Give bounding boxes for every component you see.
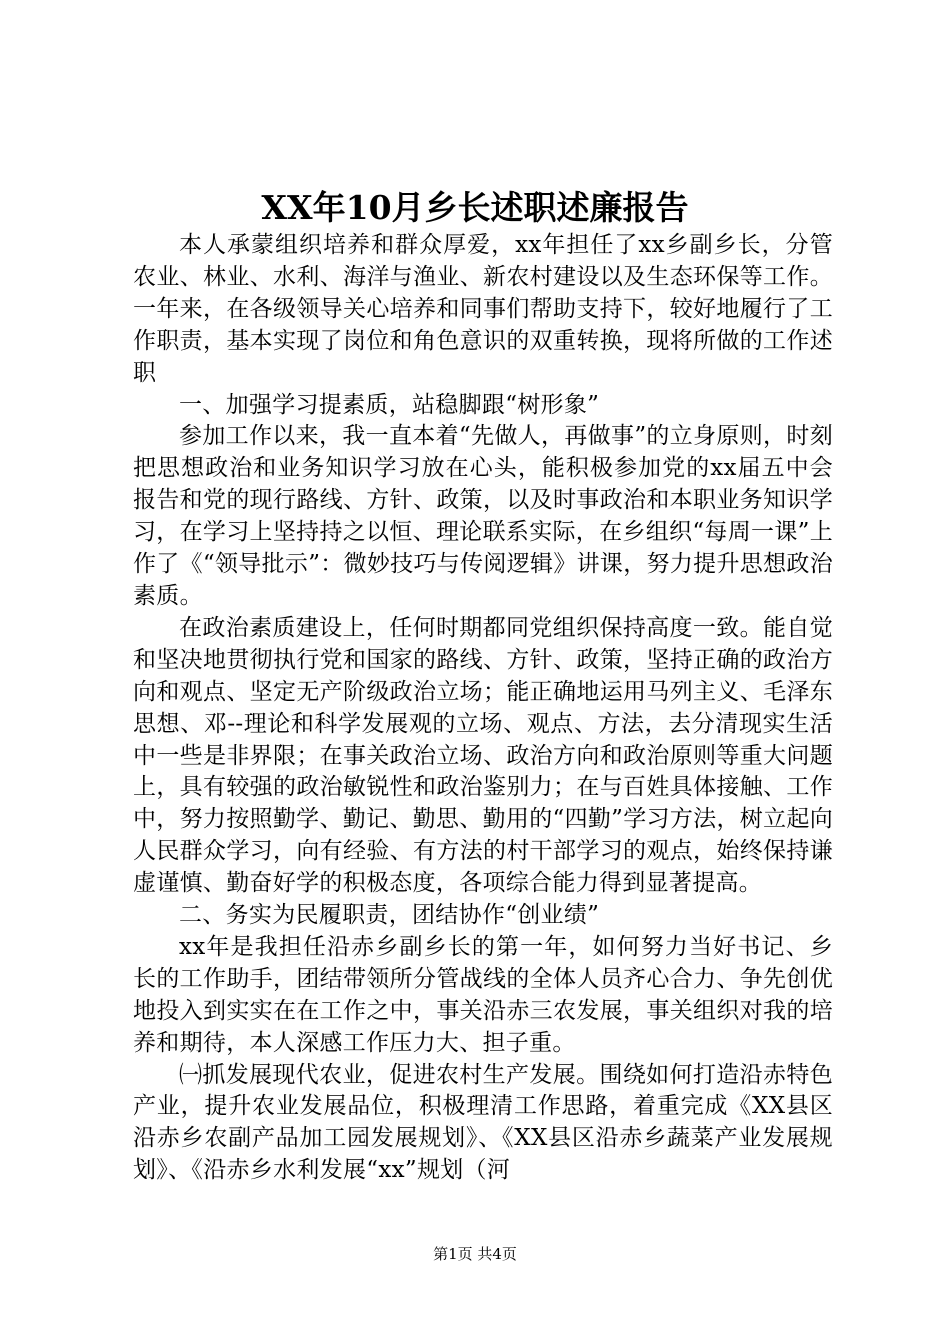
document-title: XX年10月乡长述职述廉报告 [261, 188, 689, 227]
section-heading-2: 二、务实为民履职责，团结协作“创业绩” [179, 902, 600, 929]
page-footer: 第1页 共4页 [433, 1245, 517, 1263]
paragraph-agriculture: ㈠抓发展现代农业，促进农村生产发展。围绕如何打造沿赤特色产业，提升农业发展品位，积极理清工作思路，着重完成《XX县区沿赤乡农副产品加工园发展规划》、《XX县区沿赤乡蔬菜产业发展规划》、《沿赤乡水利发展“xx”规划（河 [133, 1061, 833, 1184]
section-heading-1: 一、加强学习提素质，站稳脚跟“树形象” [179, 391, 600, 418]
paragraph-political: 在政治素质建设上，任何时期都同党组织保持高度一致。能自觉和坚决地贯彻执行党和国家的路线、方针、政策，坚持正确的政治方向和观点、坚定无产阶级政治立场；能正确地运用马列主义、毛泽东思想、邓--理论和科学发展观的立场、观点、方法，去分清现实生活中一些是非界限；在事关政治立场、政治方向和政治原则等重大问题上，具有较强的政治敏锐性和政治鉴别力；在与百姓具体接触、工作中，努力按照勤学、勤记、勤思、勤用的“四勤”学习方法，树立起向人民群众学习，向有经验、有方法的村干部学习的观点，始终保持谦虚谨慎、勤奋好学的积极态度，各项综合能力得到显著提高。 [133, 614, 833, 897]
document-body [133, 230, 833, 1187]
paragraph-intro: 本人承蒙组织培养和群众厚爱，xx年担任了xx乡副乡长，分管农业、林业、水利、海洋与渔业、新农村建设以及生态环保等工作。一年来，在各级领导关心培养和同事们帮助支持下，较好地履行了工作职责，基本实现了岗位和角色意识的双重转换，现将所做的工作述职 [133, 232, 833, 386]
paragraph-study: 参加工作以来，我一直本着“先做人，再做事”的立身原则，时刻把思想政治和业务知识学习放在心头，能积极参加党的xx届五中会报告和党的现行路线、方针、政策，以及时事政治和本职业务知识学习，在学习上坚持持之以恒、理论联系实际，在乡组织“每周一课”上作了《“领导批示”：微妙技巧与传阅逻辑》讲课，努力提升思想政治素质。 [133, 423, 833, 609]
paragraph-first-year: xx年是我担任沿赤乡副乡长的第一年，如何努力当好书记、乡长的工作助手，团结带领所分管战线的全体人员齐心合力、争先创优地投入到实实在在工作之中，事关沿赤三农发展，事关组织对我的培养和期待，本人深感工作压力大、担子重。 [133, 933, 833, 1056]
